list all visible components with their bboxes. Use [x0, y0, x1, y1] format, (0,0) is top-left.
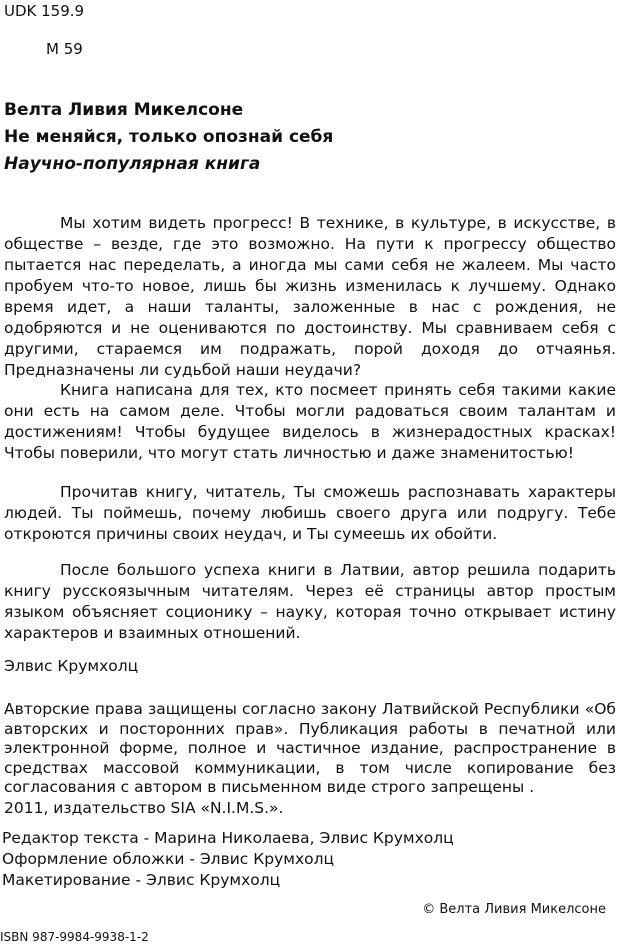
library-marker: M 59 [46, 40, 83, 58]
publisher-line: 2011, издательство SIA «N.I.M.S.». [4, 799, 284, 817]
body-paragraph: Прочитав книгу, читатель, Ты сможешь распознавать характеры людей. Ты поймешь, почему любишь своего друга или подругу. Тебе откроются причины своих неудач, и Ты сумеешь их обойти. [4, 483, 616, 543]
copyright-footer: © Велта Ливия Микелсоне [422, 902, 606, 917]
book-title: Не меняйся, только опознай себя [4, 127, 334, 147]
isbn: ISBN 987-9984-9938-1-2 [0, 930, 149, 944]
body-paragraph: Книга написана для тех, кто посмеет принять себя такими какие они есть на самом деле. Чтобы могли радоваться своим талантам и достижениям! Чтобы будущее виделось в жизнерадостных красках! Чтобы поверили, что могут стать личностью и даже знаменитостью! [4, 381, 616, 462]
copyright-notice: Авторские права защищены согласно закону Латвийской Республики «Об авторских и посторонних прав». Публикация работы в печатной или электронной форме, полное и частичное издание, распространение в средствах массовой коммуникации, в том числе копирование без согласования с автором в письменном виде строго запрещены . [4, 700, 616, 796]
book-subtitle: Научно-популярная книга [4, 154, 261, 174]
foreword-signature: Элвис Крумхолц [4, 657, 139, 675]
body-paragraph: После большого успеха книги в Латвии, автор решила подарить книгу русскоязычным читателям. Через её страницы автор простым языком объясняет соционику – науку, которая точно открывает истину характеров и взаимных отношений. [4, 561, 616, 642]
author-name: Велта Ливия Микелсоне [4, 100, 244, 120]
credit-cover: Оформление обложки - Элвис Крумхолц [2, 850, 335, 868]
body-paragraph: Мы хотим видеть прогресс! В технике, в культуре, в искусстве, в обществе – везде, где это возможно. На пути к прогрессу общество пытается нас переделать, а иногда мы сами себя не жалеем. Мы часто пробуем что-то новое, лишь бы жизнь изменилась к лучшему. Однако время идет, а наши таланты, заложенные в нас с рождения, не одобряются и не оцениваются по достоинству. Мы сравниваем себя с другими, стараемся им подражать, порой доходя до отчаянья. Предназначены ли судьбой наши неудачи? [4, 214, 616, 379]
credit-editor: Редактор текста - Марина Николаева, Элвис Крумхолц [2, 829, 454, 847]
udk-code: UDK 159.9 [4, 2, 85, 20]
credit-layout: Макетирование - Элвис Крумхолц [2, 871, 281, 889]
